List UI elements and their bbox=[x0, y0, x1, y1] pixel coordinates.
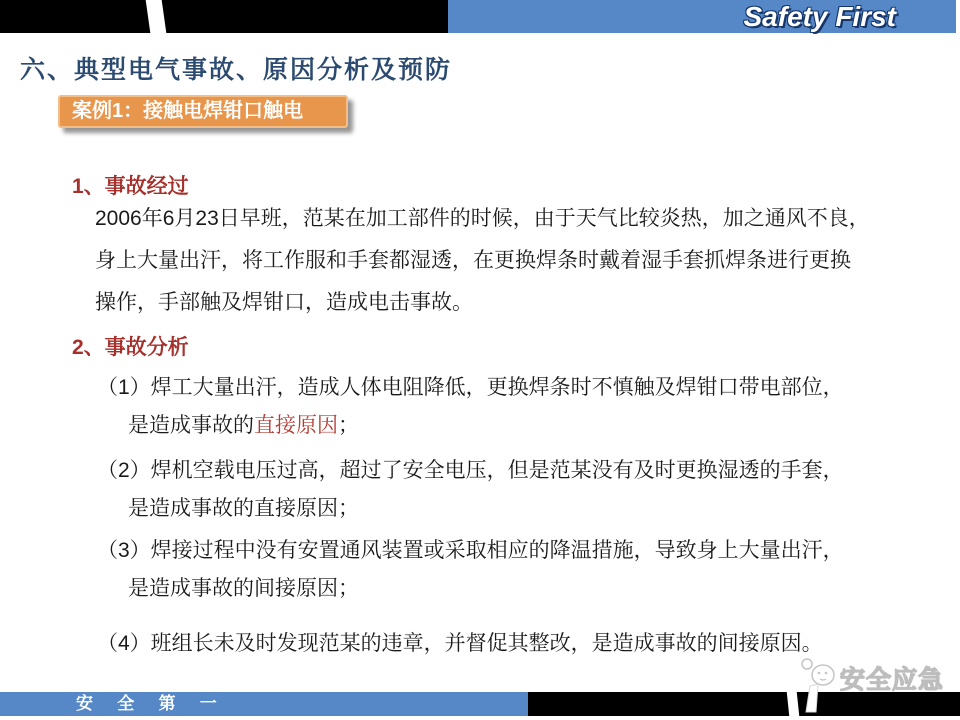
analysis-item-2-line-2: 是造成事故的直接原因； bbox=[128, 497, 359, 520]
analysis-item-3-line-1: （3）焊接过程中没有安置通风装置或采取相应的降温措施，导致身上大量出汗， bbox=[97, 539, 844, 562]
analysis-item-1-line-2 bbox=[128, 409, 359, 439]
brand-logo bbox=[798, 656, 944, 714]
analysis-item-1-line-2-prefix: 是造成事故的 bbox=[128, 414, 254, 437]
analysis-item-4-line-1: （4）班组长未及时发现范某的违章，并督促其整改，是造成事故的间接原因。 bbox=[97, 632, 823, 655]
case-badge bbox=[58, 95, 348, 128]
section1-line-2: 身上大量出汗，将工作服和手套都湿透，在更换焊条时戴着湿手套抓焊条进行更换 bbox=[95, 249, 851, 272]
section1-heading: 1、事故经过 bbox=[72, 175, 189, 198]
brand-logo-label: 安全应急 bbox=[839, 666, 944, 694]
section2-heading: 2、事故分析 bbox=[72, 336, 189, 359]
slogan-text: 安 全 第 一 bbox=[76, 694, 227, 713]
safety-first-motto: Safety First bbox=[743, 1, 896, 32]
page-title: 六、典型电气事故、原因分析及预防 bbox=[20, 57, 453, 84]
analysis-item-1-line-2-suffix: ； bbox=[338, 414, 359, 437]
case-badge-label: 案例1：接触电焊钳口触电 bbox=[72, 100, 304, 122]
analysis-item-1-line-1: （1）焊工大量出汗，造成人体电阻降低，更换焊条时不慎触及焊钳口带电部位， bbox=[97, 376, 844, 399]
analysis-item-1-direct-cause-highlight: 直接原因 bbox=[254, 414, 338, 437]
mascot-icon bbox=[798, 656, 840, 714]
top-black-bar bbox=[0, 0, 448, 33]
analysis-item-2-line-1: （2）焊机空载电压过高，超过了安全电压，但是范某没有及时更换湿透的手套， bbox=[97, 459, 844, 482]
top-bar-slash-decoration bbox=[146, 0, 167, 33]
analysis-item-3-line-2: 是造成事故的间接原因； bbox=[128, 577, 359, 600]
bottom-blue-bar bbox=[0, 692, 528, 716]
section1-line-1: 2006年6月23日早班，范某在加工部件的时候，由于天气比较炎热，加之通风不良， bbox=[95, 207, 870, 230]
section1-line-3: 操作，手部触及焊钳口，造成电击事故。 bbox=[95, 291, 473, 314]
